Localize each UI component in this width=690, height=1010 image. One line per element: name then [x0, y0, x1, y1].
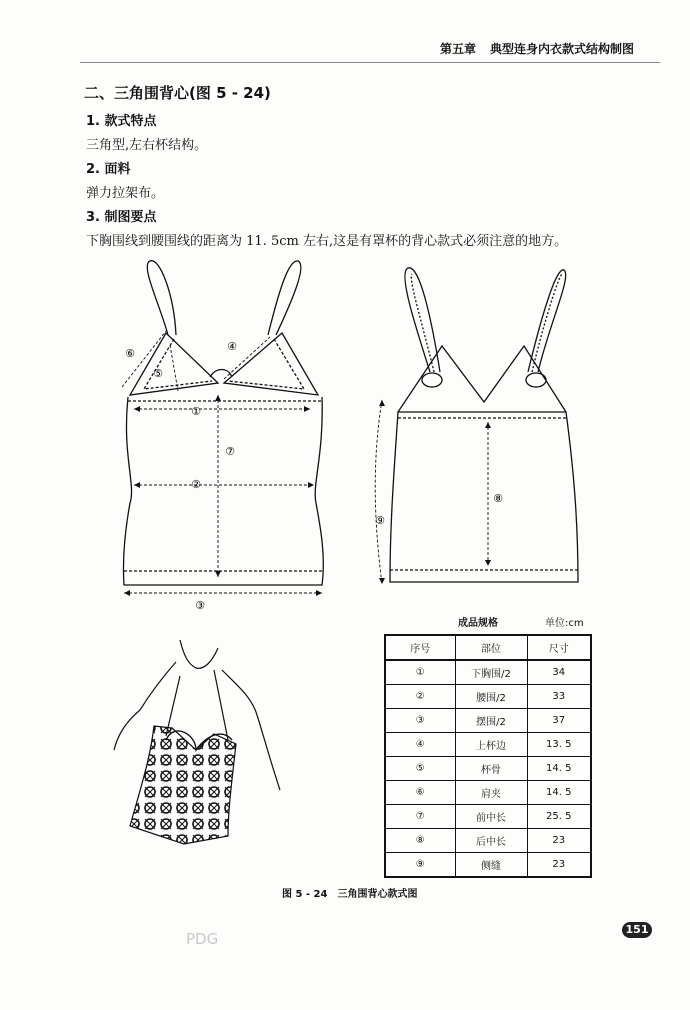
table-cell: 摆围/2 — [455, 709, 527, 733]
front-marker-3: ③ — [195, 599, 205, 612]
table-cell: 33 — [527, 685, 591, 709]
table-unit: 单位:cm — [545, 618, 584, 629]
table-cell: 14. 5 — [527, 781, 591, 805]
section-title: 二、三角围背心(图 5 - 24) — [84, 84, 271, 102]
spec-table — [384, 634, 592, 878]
subsection-heading-drafting: 3. 制图要点 — [86, 210, 157, 225]
table-cell: ⑨ — [385, 853, 455, 878]
front-marker-2: ② — [191, 478, 201, 491]
table-cell: 23 — [527, 853, 591, 878]
table-cell: ⑧ — [385, 829, 455, 853]
header-title: 典型连身内衣款式结构制图 — [490, 42, 635, 56]
table-cell: ⑦ — [385, 805, 455, 829]
table-cell: 侧缝 — [455, 853, 527, 878]
table-row — [385, 781, 591, 805]
table-cell: 肩夹 — [455, 781, 527, 805]
table-cell: 下胸围/2 — [455, 660, 527, 685]
table-cell: ③ — [385, 709, 455, 733]
front-marker-7: ⑦ — [225, 445, 235, 458]
header-chapter: 第五章 — [440, 42, 477, 56]
back-marker-9: ⑨ — [375, 514, 385, 527]
table-header-cell: 序号 — [385, 635, 455, 660]
table-row — [385, 660, 591, 685]
table-cell: ① — [385, 660, 455, 685]
table-row — [385, 829, 591, 853]
header-rule — [80, 62, 660, 63]
table-header-row — [385, 635, 591, 660]
subsection-heading-fabric: 2. 面料 — [86, 162, 131, 177]
table-cell: 13. 5 — [527, 733, 591, 757]
subsection-text-drafting: 下胸围线到腰围线的距离为 11. 5cm 左右,这是有罩杯的背心款式必须注意的地方。 — [86, 234, 568, 249]
back-marker-8: ⑧ — [493, 492, 503, 505]
table-cell: ⑤ — [385, 757, 455, 781]
table-cell: 杯骨 — [455, 757, 527, 781]
table-row — [385, 805, 591, 829]
table-title: 成品规格 — [458, 618, 498, 629]
table-cell: 前中长 — [455, 805, 527, 829]
table-row — [385, 709, 591, 733]
table-row — [385, 685, 591, 709]
front-view-drawing — [100, 255, 350, 615]
page-number: 151 — [622, 922, 652, 938]
table-row — [385, 757, 591, 781]
running-header — [440, 40, 655, 57]
subsection-text-fabric: 弹力拉架布。 — [86, 186, 165, 201]
model-illustration — [110, 640, 300, 880]
table-header-cell: 尺寸 — [527, 635, 591, 660]
table-header-cell: 部位 — [455, 635, 527, 660]
table-cell: 14. 5 — [527, 757, 591, 781]
table-cell: ② — [385, 685, 455, 709]
front-marker-1: ① — [191, 405, 201, 418]
subsection-heading-style: 1. 款式特点 — [86, 114, 157, 129]
table-row — [385, 733, 591, 757]
table-cell: 37 — [527, 709, 591, 733]
front-marker-4: ④ — [227, 340, 237, 353]
table-cell: 23 — [527, 829, 591, 853]
table-cell: 上杯边 — [455, 733, 527, 757]
table-cell: ④ — [385, 733, 455, 757]
front-marker-5: ⑤ — [153, 367, 163, 380]
front-marker-6: ⑥ — [125, 347, 135, 360]
table-cell: 34 — [527, 660, 591, 685]
table-cell: 腰围/2 — [455, 685, 527, 709]
watermark: PDG — [186, 930, 219, 948]
table-cell: 后中长 — [455, 829, 527, 853]
back-view-drawing — [368, 262, 598, 602]
figure-caption: 图 5 - 24 三角围背心款式图 — [282, 889, 418, 900]
table-row — [385, 853, 591, 878]
table-cell: ⑥ — [385, 781, 455, 805]
table-cell: 25. 5 — [527, 805, 591, 829]
subsection-text-style: 三角型,左右杯结构。 — [86, 138, 208, 153]
